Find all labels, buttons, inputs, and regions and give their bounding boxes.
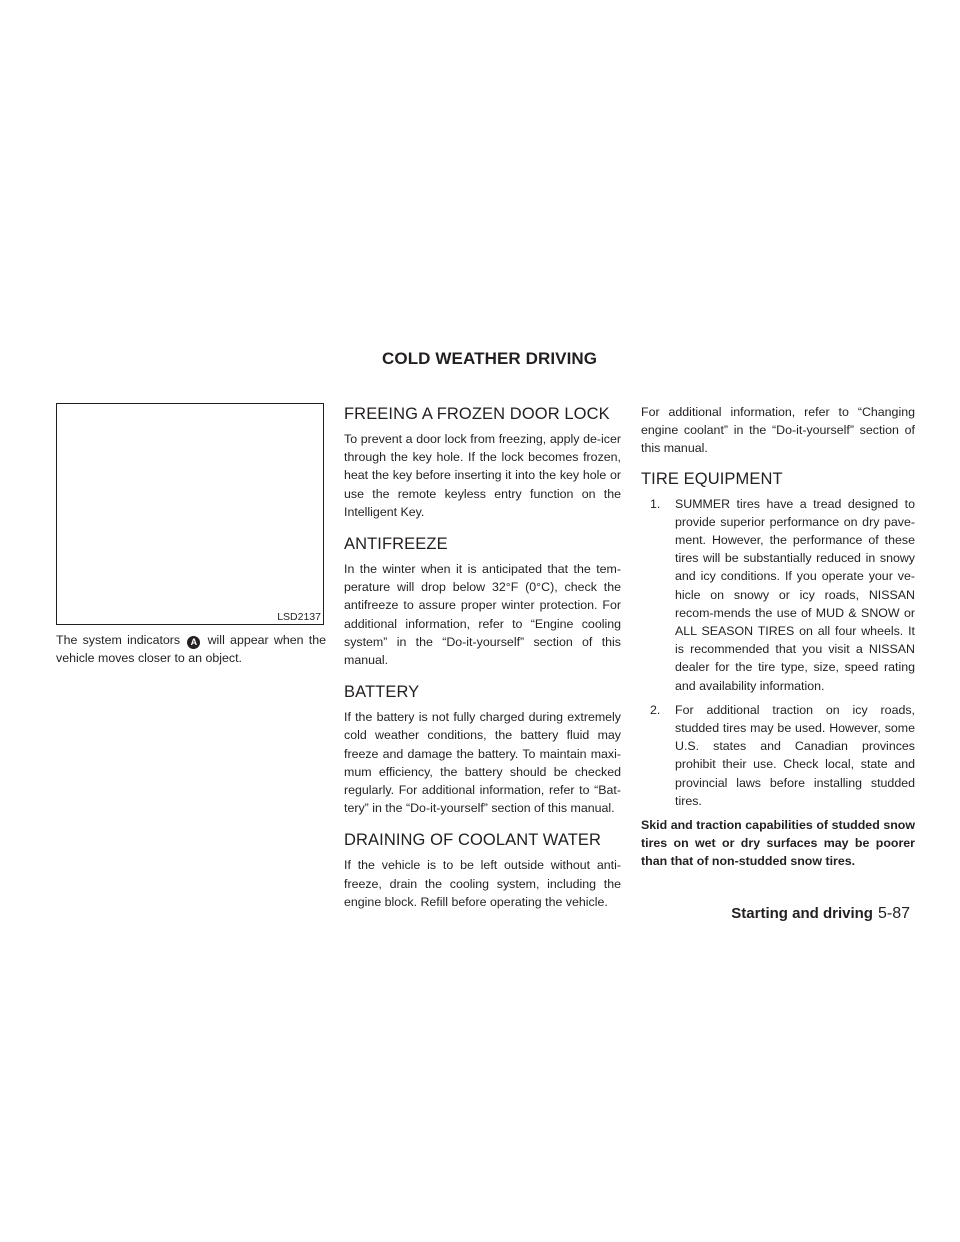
footer-section-name: Starting and driving bbox=[731, 905, 873, 922]
paragraph-freeing-door-lock: To prevent a door lock from freezing, apply de-icer through the key hole. If the lock becomes frozen, heat the key before inserting it into the key hole or use the remote keyless entry function on the Intelligent Key. bbox=[344, 432, 621, 519]
studded-tire-warning: Skid and traction capabilities of studded snow tires on wet or dry surfaces may be poorer than that of non-studded snow tires. bbox=[641, 818, 915, 869]
left-column bbox=[56, 403, 326, 667]
list-item bbox=[641, 495, 915, 695]
right-column bbox=[641, 403, 915, 871]
figure-caption bbox=[56, 631, 326, 667]
paragraph-battery: If the battery is not fully charged during extremely cold weather conditions, the battery fluid may freeze and damage the battery. To maintain maxi-mum efficiency, the battery should be checked regularly. For additional information, refer to “Bat-tery” in the “Do-it-yourself” section of this manual. bbox=[344, 710, 621, 816]
page-number: 5-87 bbox=[877, 905, 910, 922]
page-footer bbox=[731, 905, 910, 923]
paragraph-additional-info: For additional information, refer to “Changing engine coolant” in the “Do-it-yourself” section of this manual. bbox=[641, 405, 915, 456]
section-title: COLD WEATHER DRIVING bbox=[382, 349, 598, 368]
middle-column bbox=[344, 403, 621, 921]
list-item-text: SUMMER tires have a tread designed to provide superior performance on dry pave-ment. However, the performance of these tires will be substantially reduced in snowy and icy conditions. If you operate your ve-hicle on snowy or icy roads, NISSAN recom-mends the use of MUD & SNOW or ALL SEASON TIRES on all four wheels. It is recommended that you visit a NISSAN dealer for the tire type, size, speed rating and availability information. bbox=[675, 496, 915, 693]
figure-id: LSD2137 bbox=[277, 611, 321, 623]
heading-battery: BATTERY bbox=[344, 683, 420, 702]
list-item-number: 1. bbox=[650, 496, 661, 511]
figure-placeholder bbox=[56, 403, 324, 625]
list-item bbox=[641, 701, 915, 810]
heading-freeing-door-lock: FREEING A FROZEN DOOR LOCK bbox=[344, 405, 610, 423]
tire-list bbox=[641, 495, 915, 810]
caption-text-after: will appear when the vehicle moves closer to an object. bbox=[56, 633, 326, 666]
paragraph-antifreeze: In the winter when it is anticipated that the tem-perature will drop below 32°F (0°C), check the antifreeze to assure proper winter protection. For additional information, refer to “Engine cooling system” in the “Do-it-yourself” section of this manual. bbox=[344, 562, 621, 668]
caption-text-before: The system indicators bbox=[56, 633, 181, 647]
paragraph-draining-coolant: If the vehicle is to be left outside without anti-freeze, drain the cooling system, including the engine block. Refill before operating the vehicle. bbox=[344, 858, 621, 909]
heading-draining-coolant: DRAINING OF COOLANT WATER bbox=[344, 831, 602, 850]
heading-tire-equipment: TIRE EQUIPMENT bbox=[641, 469, 783, 488]
list-item-text: For additional traction on icy roads, studded tires may be used. However, some U.S. states and Canadian provinces prohibit their use. Check local, state and provincial laws before installing studded tires. bbox=[675, 702, 915, 808]
list-item-number: 2. bbox=[650, 702, 661, 717]
indicator-a-icon: A bbox=[187, 636, 200, 649]
heading-antifreeze: ANTIFREEZE bbox=[344, 535, 448, 554]
